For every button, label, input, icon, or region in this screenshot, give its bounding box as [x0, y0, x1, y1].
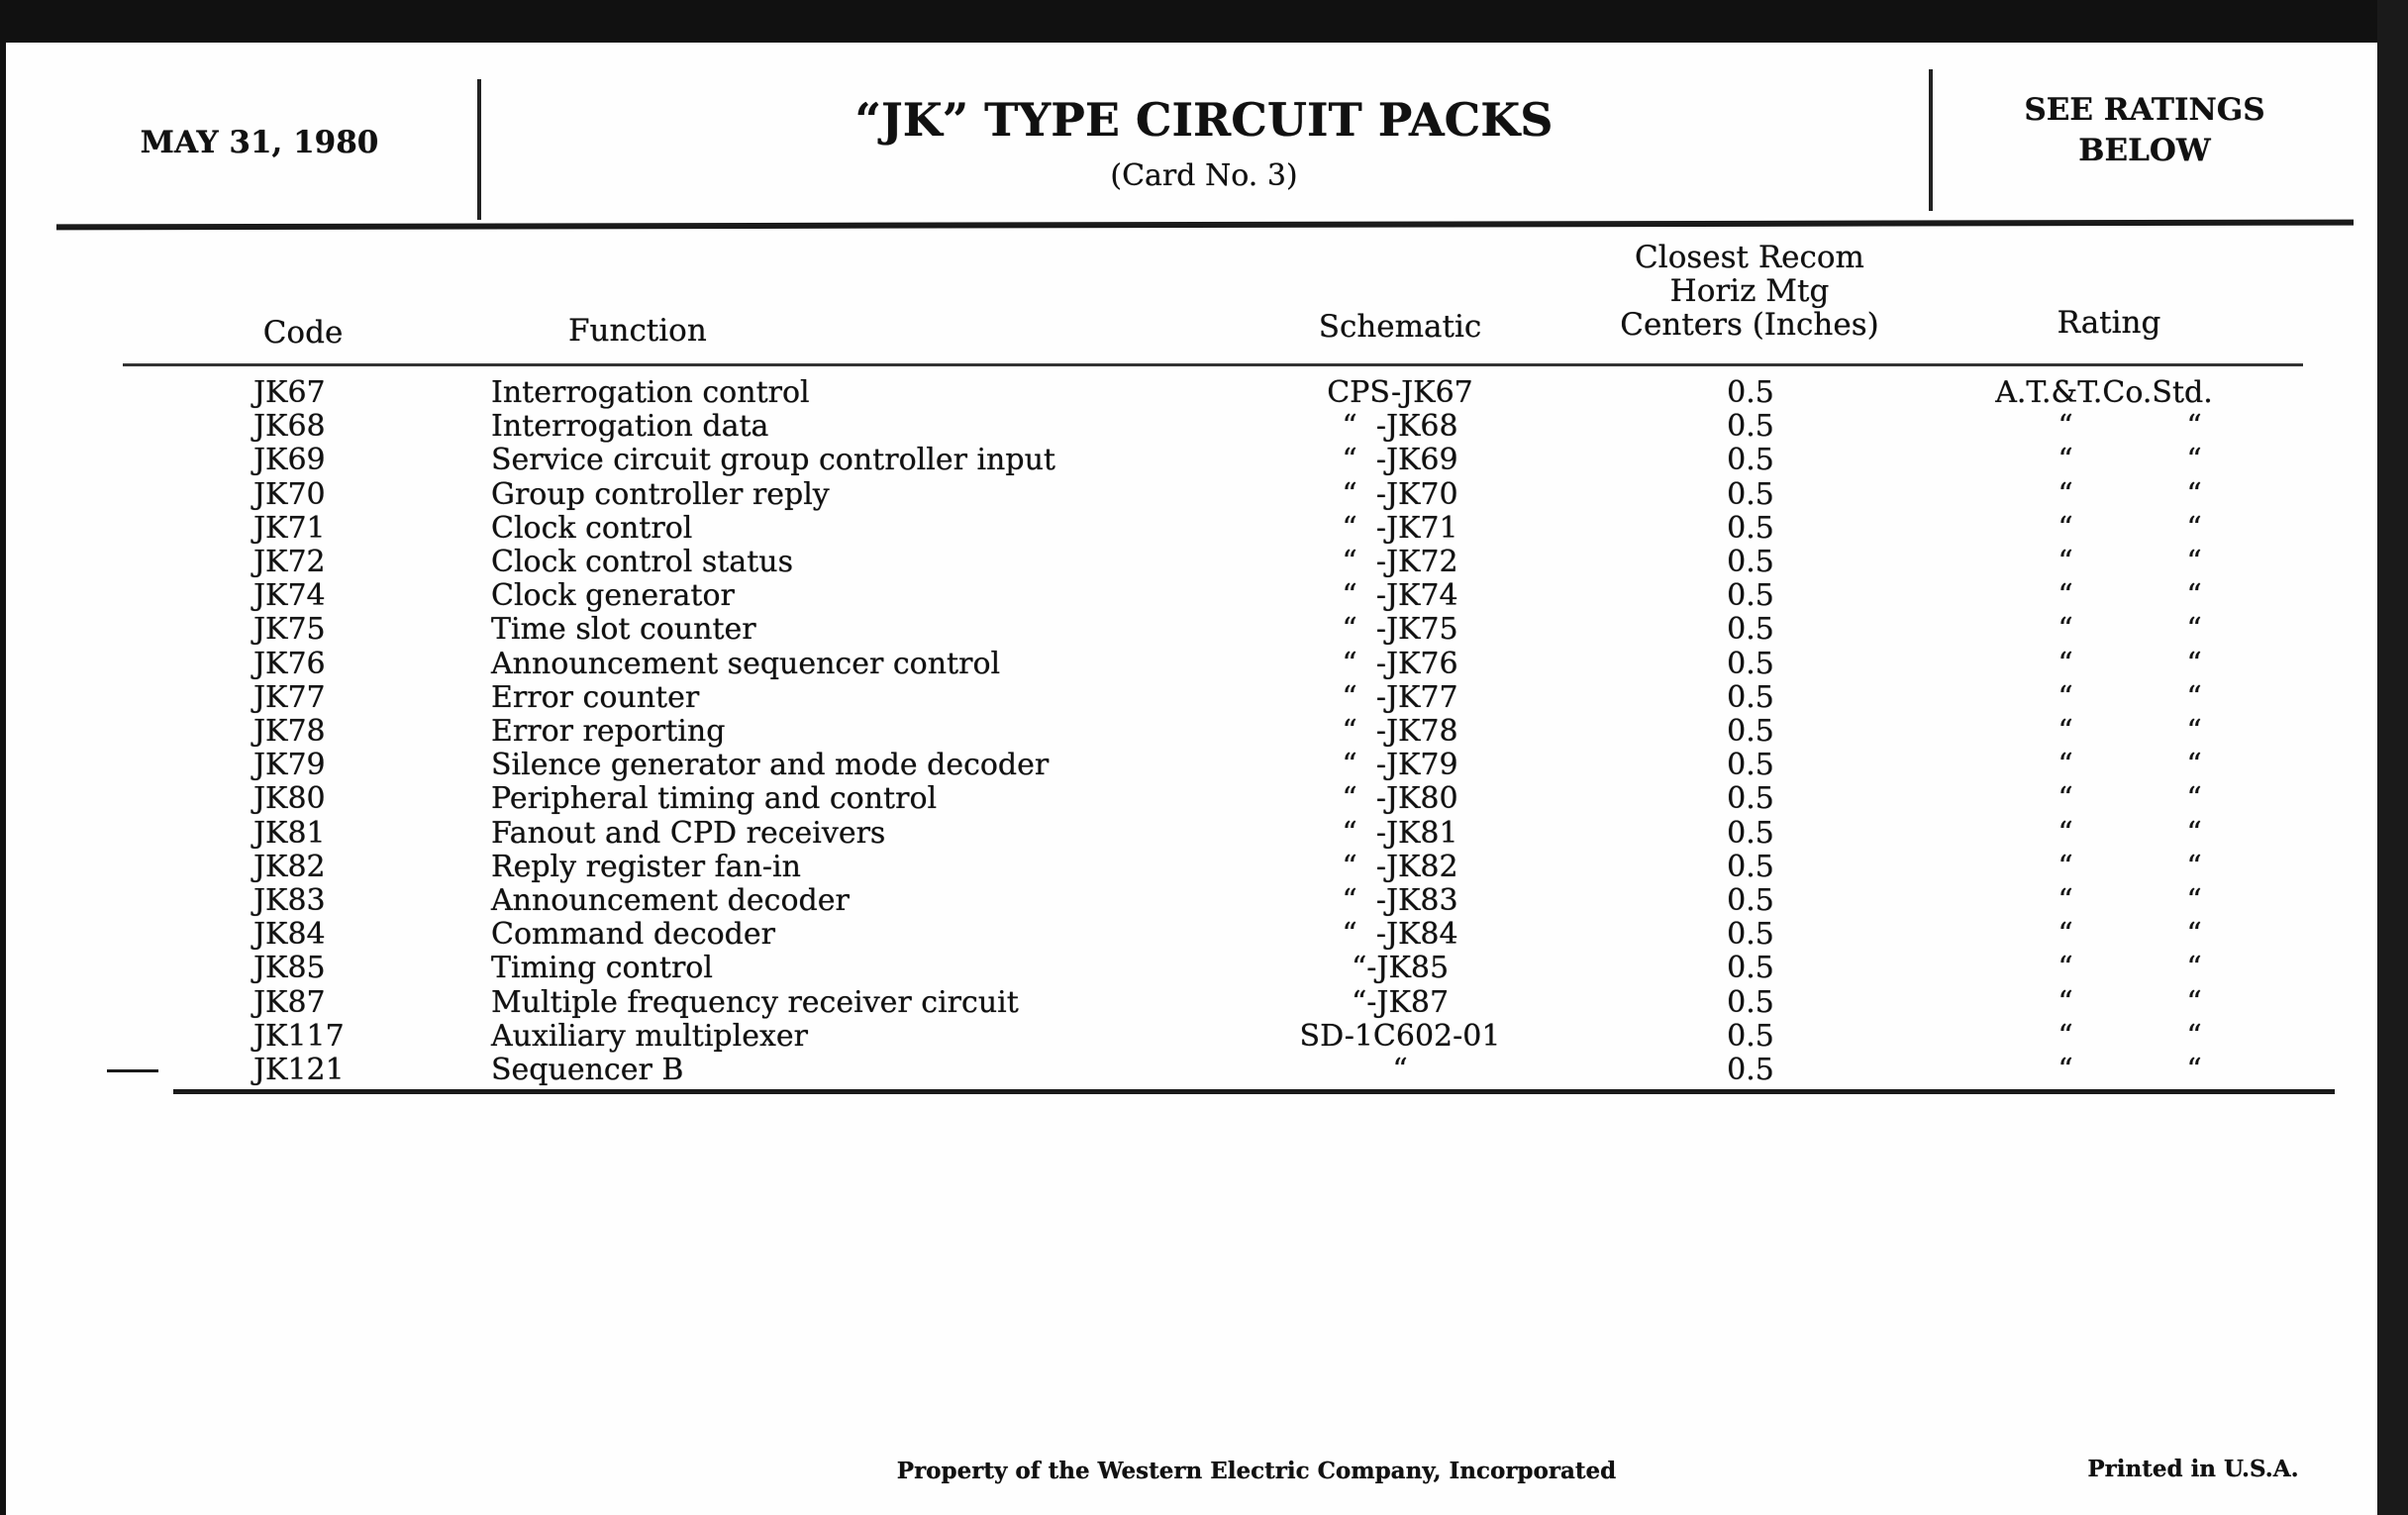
cell-rating-ditto: “ — [2057, 545, 2073, 579]
cell-centers: 0.5 — [1727, 375, 1774, 410]
cell-schematic: “ -JK72 — [1342, 545, 1458, 579]
cell-schematic: “ -JK75 — [1342, 612, 1458, 648]
table-row — [0, 579, 2408, 613]
cell-rating-ditto: “ — [2057, 510, 2073, 546]
cell-code: JK67 — [253, 375, 326, 410]
cell-function: Sequencer B — [491, 1053, 684, 1087]
cell-schematic: SD-1C602-01 — [1299, 1018, 1501, 1054]
cell-function: Clock control status — [491, 545, 794, 579]
cell-code: JK75 — [253, 612, 326, 648]
table-row — [0, 817, 2408, 851]
cell-function: Command decoder — [491, 917, 775, 953]
table-row — [0, 1020, 2408, 1054]
cell-function: Announcement decoder — [491, 883, 850, 918]
table-row — [0, 546, 2408, 579]
cell-rating-ditto: “ — [2057, 679, 2073, 715]
header-divider-right — [1929, 69, 1933, 211]
cell-schematic: “ -JK83 — [1342, 883, 1458, 918]
cell-centers: 0.5 — [1727, 1018, 1774, 1054]
cell-centers: 0.5 — [1727, 476, 1774, 512]
col-header-code: Code — [262, 315, 344, 351]
card-date: MAY 31, 1980 — [140, 125, 379, 160]
cell-schematic: “ -JK74 — [1342, 578, 1458, 614]
cell-function: Clock generator — [491, 578, 735, 614]
table-row — [0, 376, 2408, 410]
cell-centers: 0.5 — [1727, 917, 1774, 953]
table-row — [0, 749, 2408, 782]
cell-function: Auxiliary multiplexer — [491, 1018, 808, 1054]
cell-code: JK69 — [253, 443, 326, 478]
cell-schematic: “ -JK71 — [1342, 510, 1458, 546]
table-bottom-rule — [173, 1089, 2335, 1094]
cell-code: JK84 — [253, 917, 326, 953]
table-row — [0, 986, 2408, 1020]
cell-schematic: “ -JK76 — [1342, 646, 1458, 681]
cell-code: JK80 — [253, 781, 326, 817]
cell-rating-ditto: “ — [2057, 849, 2073, 884]
cell-rating-ditto: “ — [2186, 714, 2202, 749]
cell-code: JK76 — [253, 646, 326, 681]
cell-rating-ditto: “ — [2057, 646, 2073, 681]
cell-centers: 0.5 — [1727, 714, 1774, 749]
cell-function: Service circuit group controller input — [491, 443, 1055, 478]
cell-rating-ditto: “ — [2186, 646, 2202, 681]
cell-code: JK82 — [253, 849, 326, 884]
ratings-note-line1: SEE RATINGS — [2024, 92, 2265, 128]
table-row — [0, 851, 2408, 884]
cell-code: JK121 — [253, 1053, 345, 1087]
cell-rating-ditto: “ — [2186, 409, 2202, 445]
cell-rating-ditto: “ — [2186, 917, 2202, 953]
cell-function: Group controller reply — [491, 476, 830, 512]
cell-function: Time slot counter — [491, 612, 756, 648]
cell-rating-ditto: “ — [2186, 1053, 2202, 1087]
cell-rating-ditto: “ — [2057, 917, 2073, 953]
cell-function: Error reporting — [491, 714, 726, 749]
table-row — [0, 444, 2408, 477]
cell-centers: 0.5 — [1727, 545, 1774, 579]
header-divider-left — [477, 79, 481, 220]
cell-rating-ditto: “ — [2057, 714, 2073, 749]
cell-schematic: “ -JK78 — [1342, 714, 1458, 749]
table-row — [0, 648, 2408, 681]
column-header-rule — [123, 363, 2303, 366]
cell-function: Timing control — [491, 951, 713, 986]
table-row — [0, 681, 2408, 715]
cell-function: Silence generator and mode decoder — [491, 748, 1050, 783]
cell-schematic: “ -JK68 — [1342, 409, 1458, 445]
cell-schematic: “ -JK70 — [1342, 476, 1458, 512]
cell-centers: 0.5 — [1727, 1053, 1774, 1087]
page-title: “JK” TYPE CIRCUIT PACKS — [854, 93, 1554, 147]
cell-rating-ditto: “ — [2186, 545, 2202, 579]
cell-schematic: “ -JK82 — [1342, 849, 1458, 884]
cell-centers: 0.5 — [1727, 883, 1774, 918]
cell-code: JK72 — [253, 545, 326, 579]
cell-code: JK117 — [253, 1018, 345, 1054]
cell-code: JK68 — [253, 409, 326, 445]
cell-centers: 0.5 — [1727, 510, 1774, 546]
cell-centers: 0.5 — [1727, 578, 1774, 614]
footer-printed: Printed in U.S.A. — [2087, 1456, 2299, 1482]
cell-schematic: “-JK87 — [1351, 984, 1450, 1020]
cell-centers: 0.5 — [1727, 951, 1774, 986]
col-header-centers-3: Centers (Inches) — [1620, 307, 1879, 343]
cell-schematic: “ -JK80 — [1342, 781, 1458, 817]
cell-schematic: “ -JK84 — [1342, 917, 1458, 953]
cell-rating-ditto: “ — [2186, 883, 2202, 918]
cell-rating-ditto: “ — [2057, 815, 2073, 851]
table-row — [0, 884, 2408, 918]
cell-function: Reply register fan-in — [491, 849, 801, 884]
col-header-centers-1: Closest Recom — [1635, 240, 1864, 275]
cell-rating-ditto: “ — [2057, 578, 2073, 614]
cell-centers: 0.5 — [1727, 646, 1774, 681]
cell-rating: A.T.&T.Co.Std. — [1995, 375, 2213, 410]
cell-schematic: “ -JK79 — [1342, 748, 1458, 783]
cell-rating-ditto: “ — [2057, 443, 2073, 478]
table-row — [0, 918, 2408, 952]
table-row — [0, 410, 2408, 444]
cell-function: Announcement sequencer control — [491, 646, 1001, 681]
cell-schematic: “-JK85 — [1351, 951, 1450, 986]
cell-rating-ditto: “ — [2186, 781, 2202, 817]
table-row — [0, 613, 2408, 647]
table-row — [0, 512, 2408, 546]
cell-rating-ditto: “ — [2057, 748, 2073, 783]
cell-centers: 0.5 — [1727, 679, 1774, 715]
cell-rating-ditto: “ — [2057, 781, 2073, 817]
cell-rating-ditto: “ — [2057, 1053, 2073, 1087]
cell-rating-ditto: “ — [2057, 476, 2073, 512]
cell-centers: 0.5 — [1727, 815, 1774, 851]
col-header-centers-2: Horiz Mtg — [1669, 273, 1830, 309]
table-row — [0, 782, 2408, 816]
table-row — [0, 715, 2408, 749]
cell-code: JK87 — [253, 984, 326, 1020]
cell-function: Clock control — [491, 510, 693, 546]
cell-rating-ditto: “ — [2186, 1018, 2202, 1054]
cell-rating-ditto: “ — [2186, 612, 2202, 648]
col-header-function: Function — [568, 313, 707, 349]
cell-schematic: “ -JK77 — [1342, 679, 1458, 715]
row-marker-dash — [107, 1069, 158, 1072]
cell-rating-ditto: “ — [2186, 443, 2202, 478]
cell-code: JK85 — [253, 951, 326, 986]
cell-centers: 0.5 — [1727, 984, 1774, 1020]
col-header-rating: Rating — [2057, 305, 2161, 341]
cell-centers: 0.5 — [1727, 443, 1774, 478]
cell-function: Interrogation control — [491, 375, 810, 410]
table-row — [0, 1054, 2408, 1087]
cell-rating-ditto: “ — [2186, 679, 2202, 715]
cell-schematic: “ -JK69 — [1342, 443, 1458, 478]
ratings-note-line2: BELOW — [2078, 133, 2211, 168]
footer-property: Property of the Western Electric Company, Incorporated — [896, 1458, 1617, 1484]
cell-rating-ditto: “ — [2186, 815, 2202, 851]
table-row — [0, 952, 2408, 985]
cell-code: JK81 — [253, 815, 326, 851]
cell-centers: 0.5 — [1727, 849, 1774, 884]
cell-rating-ditto: “ — [2186, 748, 2202, 783]
cell-function: Multiple frequency receiver circuit — [491, 984, 1019, 1020]
cell-code: JK79 — [253, 748, 326, 783]
cell-code: JK71 — [253, 510, 326, 546]
cell-rating-ditto: “ — [2186, 984, 2202, 1020]
card-number: (Card No. 3) — [1110, 158, 1298, 193]
cell-rating-ditto: “ — [2057, 883, 2073, 918]
cell-code: JK77 — [253, 679, 326, 715]
cell-rating-ditto: “ — [2057, 984, 2073, 1020]
cell-centers: 0.5 — [1727, 781, 1774, 817]
cell-schematic: “ — [1392, 1053, 1408, 1087]
cell-rating-ditto: “ — [2186, 476, 2202, 512]
cell-rating-ditto: “ — [2186, 578, 2202, 614]
cell-rating-ditto: “ — [2186, 849, 2202, 884]
cell-rating-ditto: “ — [2057, 612, 2073, 648]
cell-rating-ditto: “ — [2057, 951, 2073, 986]
cell-function: Interrogation data — [491, 409, 769, 445]
cell-code: JK78 — [253, 714, 326, 749]
cell-function: Error counter — [491, 679, 700, 715]
table-row — [0, 478, 2408, 512]
cell-rating-ditto: “ — [2057, 1018, 2073, 1054]
cell-centers: 0.5 — [1727, 612, 1774, 648]
cell-function: Fanout and CPD receivers — [491, 815, 886, 851]
cell-code: JK74 — [253, 578, 326, 614]
cell-centers: 0.5 — [1727, 748, 1774, 783]
cell-code: JK83 — [253, 883, 326, 918]
cell-schematic: “ -JK81 — [1342, 815, 1458, 851]
cell-centers: 0.5 — [1727, 409, 1774, 445]
cell-code: JK70 — [253, 476, 326, 512]
cell-rating-ditto: “ — [2057, 409, 2073, 445]
cell-rating-ditto: “ — [2186, 951, 2202, 986]
col-header-schematic: Schematic — [1318, 309, 1482, 345]
cell-function: Peripheral timing and control — [491, 781, 938, 817]
cell-rating-ditto: “ — [2186, 510, 2202, 546]
cell-schematic: CPS-JK67 — [1327, 375, 1473, 410]
